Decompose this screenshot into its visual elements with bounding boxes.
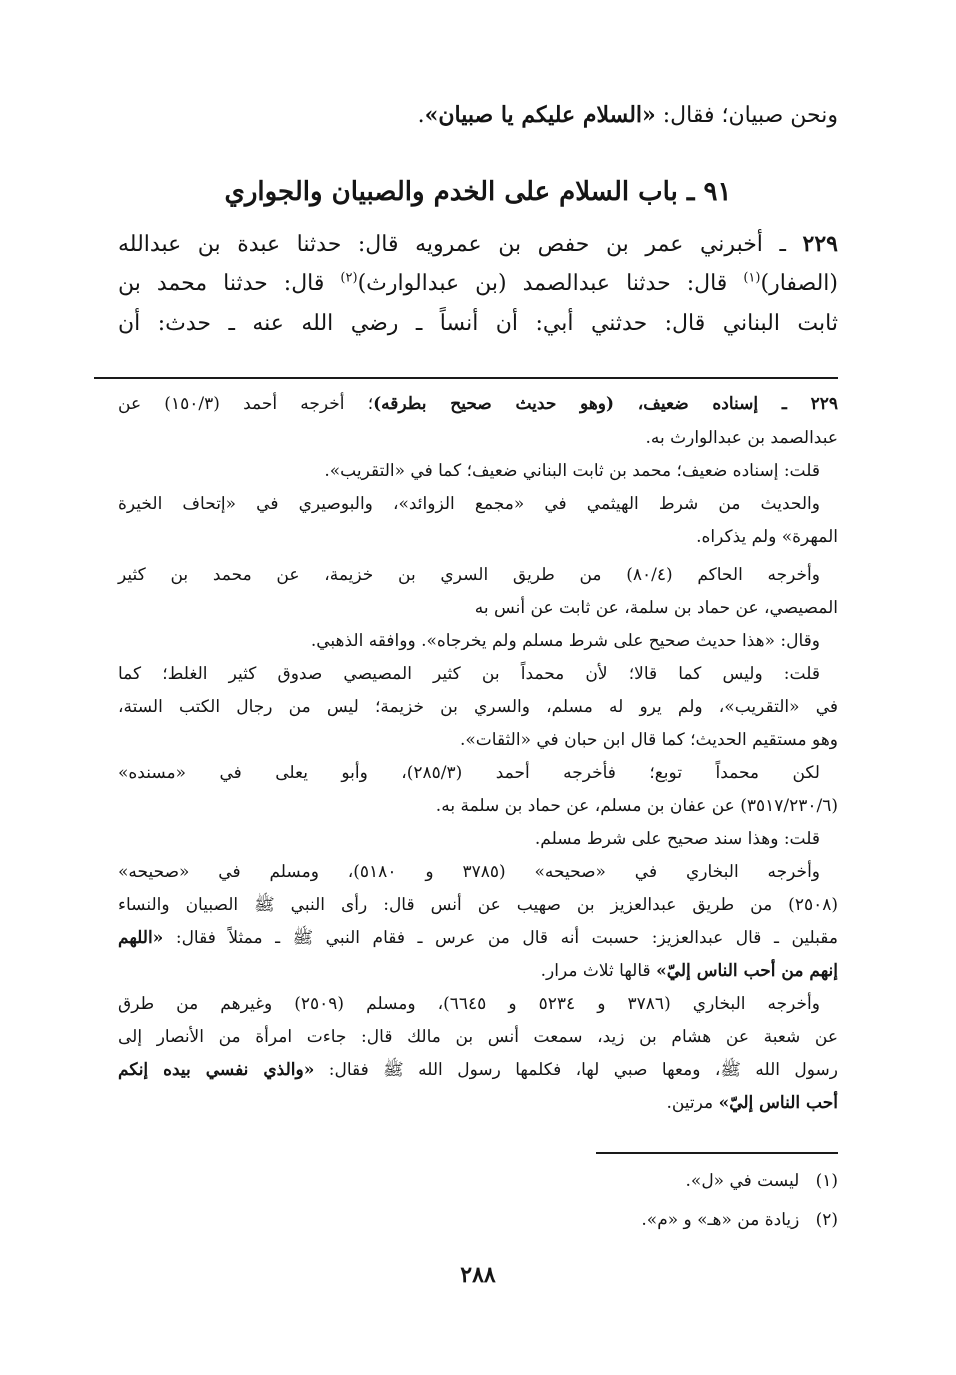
hadith-line-1: [118, 225, 838, 264]
note-line: لكن محمداً توبع؛ فأخرجه أحمد (٢٨٥/٣)، وأبو يعلى في «مسنده»: [118, 763, 820, 783]
chapter-heading: ٩١ ـ باب السلام على الخدم والصبيان والجواري: [224, 177, 732, 207]
note-line-text: رسول الله ﷺ، ومعها صبي لها، فكلمها رسول الله ﷺ فقال:: [314, 1060, 838, 1080]
footnote-ref-1: (١): [743, 270, 761, 286]
note-line: وأخرجه البخاري (٣٧٨٦ و ٥٢٣٤ و ٦٦٤٥)، ومسلم (٢٥٠٩) وغيرهم من طرق: [118, 994, 820, 1014]
footnote-ref-2: (٢): [340, 270, 358, 286]
footnote-text: ليست في «ل».: [685, 1171, 800, 1191]
top-line-quote: «السلام عليكم يا صبيان»: [424, 102, 656, 128]
note-line-bold: إنهم من أحب الناس إليّ»: [656, 961, 838, 981]
note-line: عبدالصمد بن عبدالوارث به.: [645, 428, 838, 448]
note-line: والحديث من شرط الهيثمي في «مجمع الزوائد»، والبوصيري في «إتحاف الخيرة: [118, 494, 820, 514]
top-line-text: ونحن صبيان؛ فقال:: [655, 103, 838, 128]
top-line-end: .: [417, 103, 425, 128]
note-line: [118, 1088, 838, 1118]
note-line: [118, 1055, 838, 1085]
note-line: المهرة» ولم يذكراه.: [696, 527, 838, 547]
footnote-number: (١): [815, 1171, 838, 1191]
hadith-line-2c: قال: حدثنا محمد بن: [118, 271, 341, 296]
note-line: قلت: إسناده ضعيف؛ محمد بن ثابت البناني ضعيف؛ كما في «التقريب».: [324, 461, 820, 481]
note-line: وهو مستقيم الحديث؛ كما قال ابن حبان في «الثقات».: [459, 730, 838, 750]
note-line: وأخرجه الحاكم (٨٠/٤) من طريق السري بن خزيمة، عن محمد بن كثير: [118, 565, 820, 585]
note-line-bold: ٢٢٩ ـ إسناده ضعيف، (وهو حديث صحيح بطرقه): [373, 394, 838, 414]
note-line: قلت: وليس كما قالا؛ لأن محمداً بن كثير المصيصي صدوق كثير الغلط؛ كما: [118, 664, 820, 684]
hadith-line-2b: قال: حدثنا عبدالصمد (بن عبدالوارث): [357, 271, 744, 296]
note-line: المصيصي، عن حماد بن سلمة، عن ثابت عن أنس به: [474, 598, 838, 618]
hadith-line-2: [118, 265, 838, 303]
notes-separator: [94, 377, 838, 379]
note-line-text: مقبلين ـ قال عبدالعزيز: حسبت أنه قال من عرس ـ فقام النبي ﷺ ـ ممثلاً فقال:: [163, 928, 838, 948]
note-line: وأخرجه البخاري في «صحيحه» (٣٧٨٥ و ٥١٨٠)، ومسلم في «صحيحه»: [118, 862, 820, 882]
note-line: قلت: وهذا سند صحيح على شرط مسلم.: [534, 829, 820, 849]
footnote-1: [118, 1166, 838, 1196]
note-line-bold: أحب الناس إليّ»: [718, 1093, 838, 1113]
note-line: (٢٥٠٨) من طريق عبدالعزيز بن صهيب عن أنس قال: رأى النبي ﷺ الصبيان والنساء: [118, 895, 838, 915]
note-line-bold: «اللهم: [118, 928, 164, 948]
note-line: في «التقريب»، ولم يرو له مسلم، والسري بن خزيمة؛ ليس من رجال الكتب الستة،: [118, 697, 838, 717]
note-line: [118, 923, 838, 953]
note-line: (٣٥١٧/٢٣٠/٦) عن عفان بن مسلم، عن حماد بن سلمة به.: [435, 796, 838, 816]
hadith-line-3: ثابت البناني قال: حدثني أبي: أن أنساً ـ رضي الله عنه ـ حدث: أن: [118, 311, 838, 336]
top-line: [118, 96, 838, 135]
footnote-2: [118, 1205, 838, 1235]
hadith-line-1-text: ـ أخبرني عمر بن حفص بن عمرويه قال: حدثنا عبدة بن عبدالله: [118, 232, 803, 257]
hadith-number: ٢٢٩: [802, 231, 838, 257]
note-line-bold: «والذي نفسي بيده إنكم: [118, 1060, 315, 1080]
footnote-number: (٢): [815, 1210, 838, 1230]
note-line: [118, 389, 838, 419]
note-line: عن شعبة عن هشام بن زيد، سمعت أنس بن مالك قال: جاءت امرأة من الأنصار إلى: [118, 1027, 838, 1047]
note-line: [118, 956, 838, 986]
hadith-line-2a: (الصفار): [760, 271, 838, 296]
note-line-text: قالها ثلاث مرار.: [540, 961, 657, 981]
note-line-text: ؛ أخرجه أحمد (١٥٠/٣) عن: [118, 394, 374, 414]
footnote-text: زيادة من «هـ» و «م».: [641, 1210, 800, 1230]
note-line-text: مرتين.: [666, 1093, 719, 1113]
note-line: وقال: «هذا حديث صحيح على شرط مسلم ولم يخرجاه». ووافقه الذهبي.: [310, 631, 820, 651]
page-number: ٢٨٨: [460, 1262, 496, 1288]
footnotes-separator: [596, 1152, 838, 1154]
